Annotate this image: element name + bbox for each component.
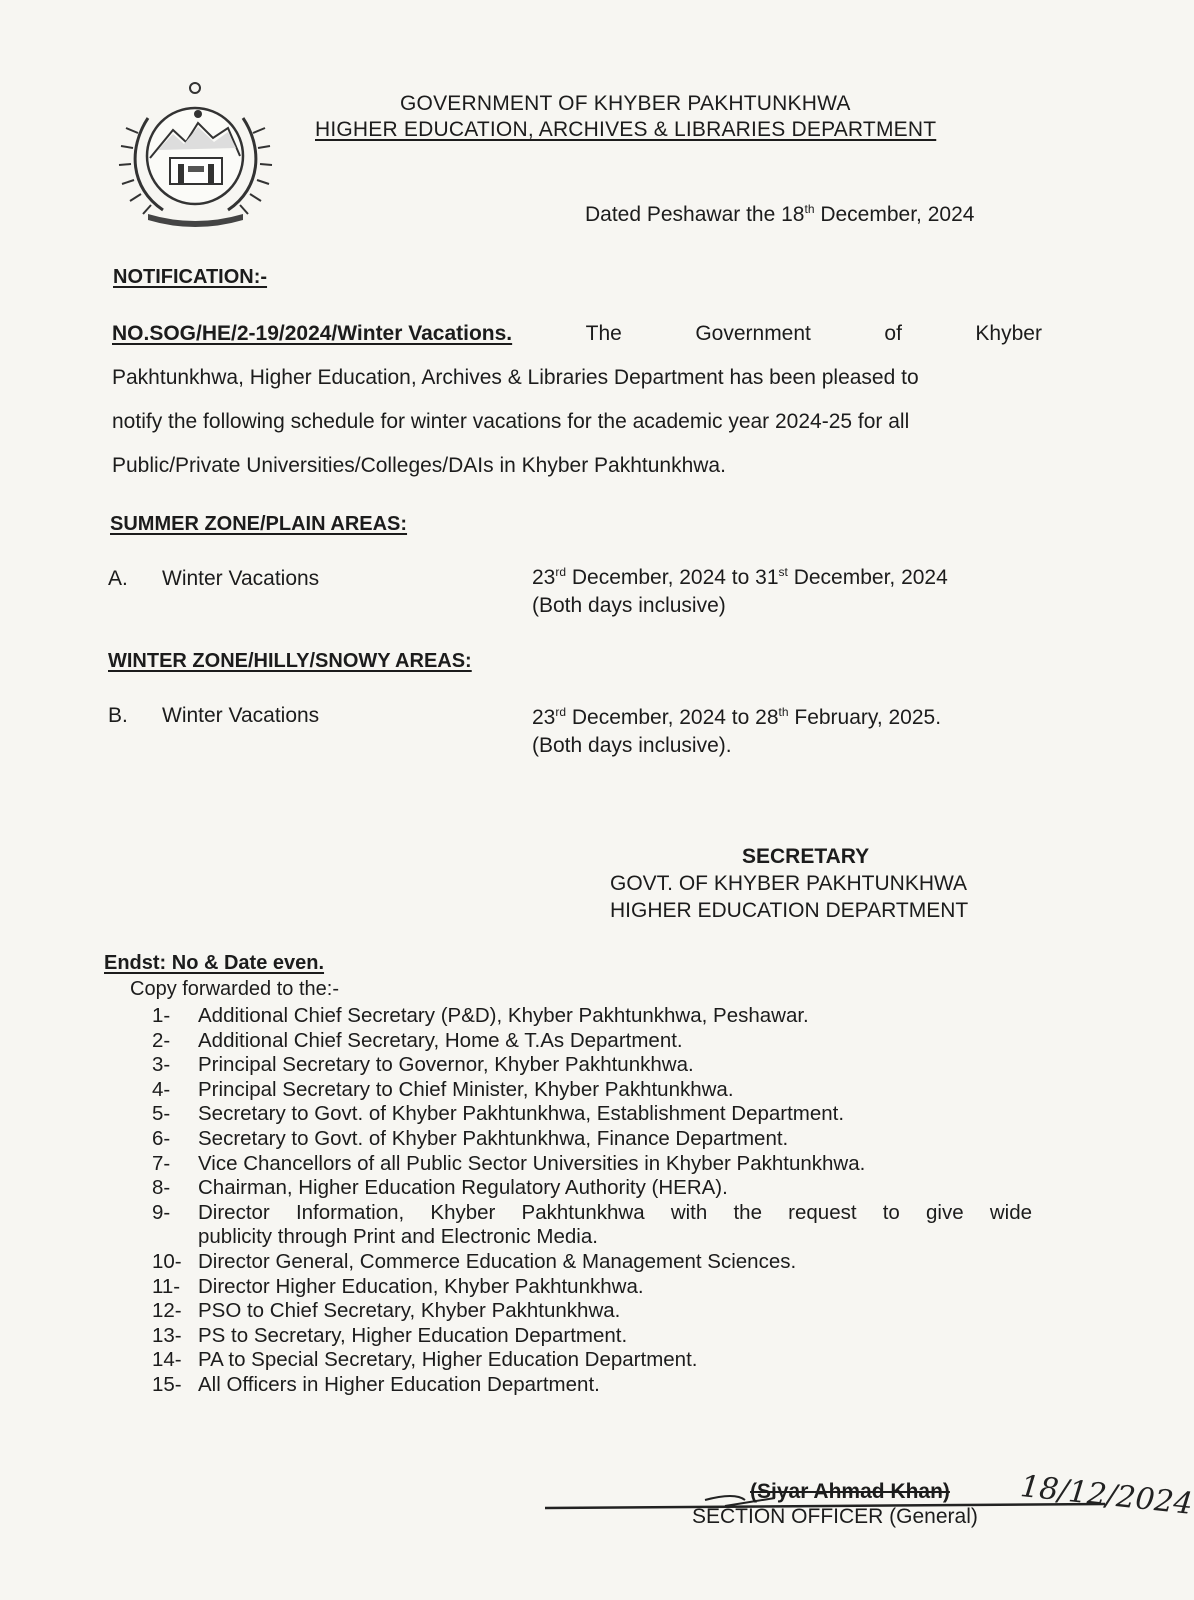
handwritten-date: 18/12/2024: [1018, 1469, 1194, 1522]
schedule-label: Winter Vacations: [162, 567, 320, 590]
list-item: 8- Chairman, Higher Education Regulatory Authority (HERA).: [152, 1176, 728, 1200]
body-word: Government: [695, 322, 811, 345]
schedule-dates-winter: 23rd December, 2024 to 28th February, 2025. (Both days inclusive).: [532, 704, 941, 760]
list-item: 13- PS to Secretary, Higher Education Department.: [152, 1323, 628, 1347]
section-officer-designation: SECTION OFFICER (General): [692, 1505, 978, 1528]
distribution-list: [152, 1004, 1032, 1398]
dated-line: Dated Peshawar the 18th December, 2024: [585, 202, 975, 226]
notification-reference: NO.SOG/HE/2-19/2024/Winter Vacations.: [112, 322, 513, 345]
schedule-letter: B.: [108, 704, 128, 727]
schedule-note: (Both days inclusive).: [532, 734, 732, 757]
list-item: 5- Secretary to Govt. of Khyber Pakhtunkhwa, Establishment Department.: [152, 1102, 845, 1126]
signatory-title: SECRETARY: [742, 845, 870, 868]
list-item: 15- All Officers in Higher Education Department.: [152, 1372, 600, 1396]
copy-forwarded-line: Copy forwarded to the:-: [130, 978, 339, 1000]
signatory-line: HIGHER EDUCATION DEPARTMENT: [610, 899, 969, 922]
endorsement-heading: Endst: No & Date even.: [104, 952, 325, 974]
list-item: 3- Principal Secretary to Governor, Khyber Pakhtunkhwa.: [152, 1053, 694, 1077]
list-item: 9- Director Information, Khyber Pakhtunkhwa with the request to give wide: [152, 1200, 1032, 1224]
list-item: 12- PSO to Chief Secretary, Khyber Pakhtunkhwa.: [152, 1299, 621, 1323]
body-word: The: [585, 322, 622, 345]
schedule-letter: A.: [108, 567, 128, 590]
winter-zone-heading: WINTER ZONE/HILLY/SNOWY AREAS:: [108, 650, 472, 672]
list-item: 2- Additional Chief Secretary, Home & T.As Department.: [152, 1028, 683, 1052]
schedule-dates-summer: 23rd December, 2024 to 31st December, 2024 (Both days inclusive): [532, 564, 948, 620]
list-item: 10- Director General, Commerce Education & Management Sciences.: [152, 1249, 797, 1273]
kp-government-emblem-icon: [118, 78, 273, 228]
body-line: notify the following schedule for winter vacations for the academic year 2024-25 for all: [112, 410, 910, 433]
schedule-note: (Both days inclusive): [532, 594, 726, 617]
list-item: 6- Secretary to Govt. of Khyber Pakhtunkhwa, Finance Department.: [152, 1126, 789, 1150]
notification-heading: NOTIFICATION:-: [113, 266, 268, 288]
body-line: Pakhtunkhwa, Higher Education, Archives & Libraries Department has been pleased to: [112, 366, 919, 389]
list-item: 14- PA to Special Secretary, Higher Education Department.: [152, 1348, 698, 1372]
schedule-label: Winter Vacations: [162, 704, 320, 727]
notification-body: [112, 312, 1042, 488]
summer-zone-heading: SUMMER ZONE/PLAIN AREAS:: [110, 513, 408, 535]
body-word: of: [884, 322, 902, 345]
government-heading: GOVERNMENT OF KHYBER PAKHTUNKHWA: [400, 92, 851, 115]
section-officer-name: (Siyar Ahmad Khan): [750, 1480, 950, 1503]
list-item: 11- Director Higher Education, Khyber Pakhtunkhwa.: [152, 1274, 644, 1298]
signatory-line: GOVT. OF KHYBER PAKHTUNKHWA: [610, 872, 968, 895]
body-line: Public/Private Universities/Colleges/DAIs in Khyber Pakhtunkhwa.: [112, 454, 726, 477]
body-word: Khyber: [975, 322, 1042, 345]
list-item: 7- Vice Chancellors of all Public Sector Universities in Khyber Pakhtunkhwa.: [152, 1151, 866, 1175]
list-item: 1- Additional Chief Secretary (P&D), Khyber Pakhtunkhwa, Peshawar.: [152, 1004, 809, 1027]
department-heading: HIGHER EDUCATION, ARCHIVES & LIBRARIES DEPARTMENT: [315, 118, 937, 141]
list-item-continuation: publicity through Print and Electronic Media.: [198, 1225, 598, 1249]
list-item: 4- Principal Secretary to Chief Minister, Khyber Pakhtunkhwa.: [152, 1077, 734, 1101]
